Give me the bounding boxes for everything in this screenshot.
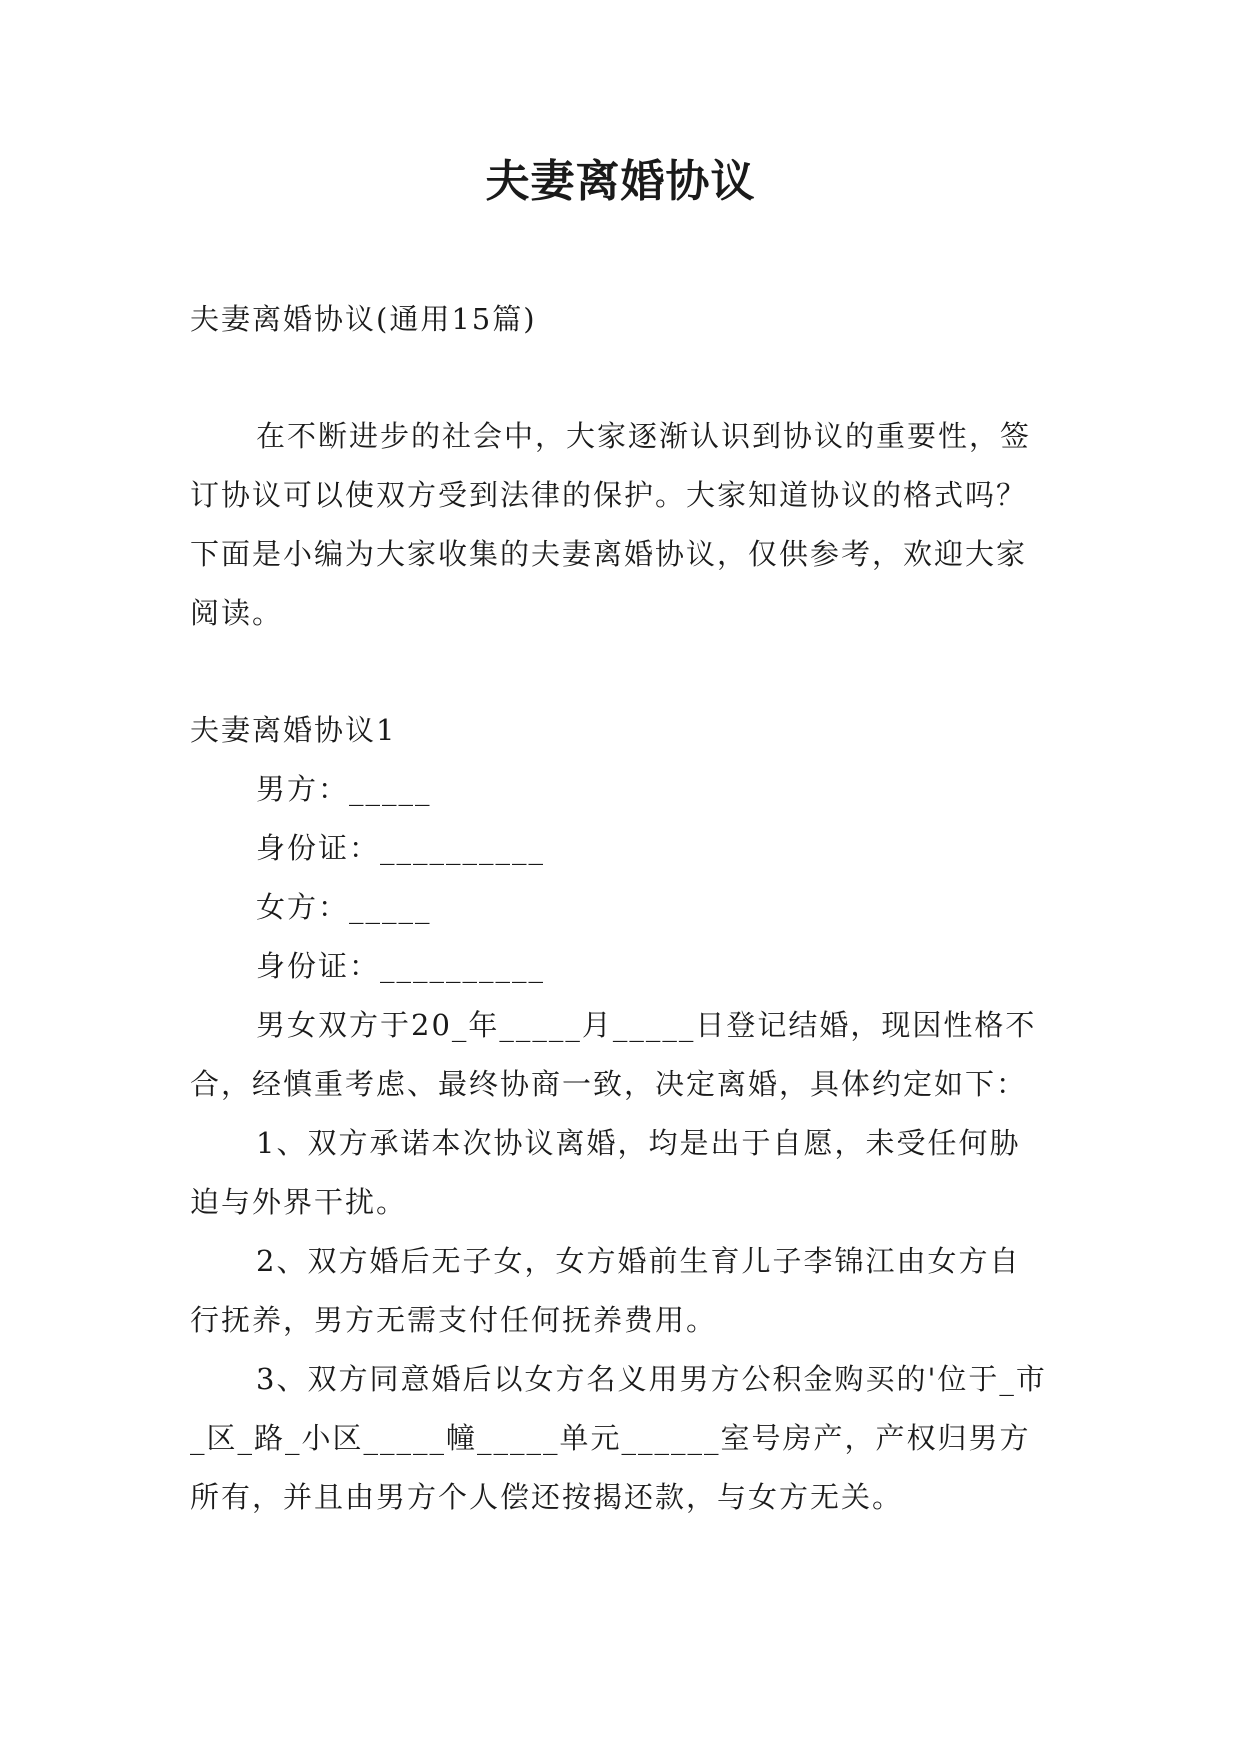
male-id-field: 身份证：__________ <box>256 831 546 865</box>
body-paragraph: 男女双方于20_年_____月_____日登记结婚，现因性格不合，经慎重考虑、最终协商一致，决定离婚，具体约定如下： <box>190 1008 1037 1101</box>
body-paragraph: 3、双方同意婚后以女方名义用男方公积金购买的'位于_市_区_路_小区_____幢_____单元______室号房产，产权归男方所有，并且由男方个人偿还按揭还款，与女方无关。 <box>190 1362 1047 1514</box>
document-title: 夫妻离婚协议 <box>485 156 756 207</box>
female-field: 女方：_____ <box>256 890 432 924</box>
female-id-field: 身份证：__________ <box>256 949 546 983</box>
body-paragraph: 1、双方承诺本次协议离婚，均是出于自愿，未受任何胁迫与外界干扰。 <box>190 1126 1021 1219</box>
male-field: 男方：_____ <box>256 772 432 806</box>
document-subtitle: 夫妻离婚协议(通用15篇) <box>190 302 537 336</box>
body-paragraph: 2、双方婚后无子女，女方婚前生育儿子李锦江由女方自行抚养，男方无需支付任何抚养费用。 <box>190 1244 1021 1337</box>
section-heading: 夫妻离婚协议1 <box>190 713 397 747</box>
document-body <box>190 290 1050 1527</box>
intro-paragraph: 在不断进步的社会中，大家逐渐认识到协议的重要性，签订协议可以使双方受到法律的保护。大家知道协议的格式吗？下面是小编为大家收集的夫妻离婚协议，仅供参考，欢迎大家阅读。 <box>190 419 1032 630</box>
